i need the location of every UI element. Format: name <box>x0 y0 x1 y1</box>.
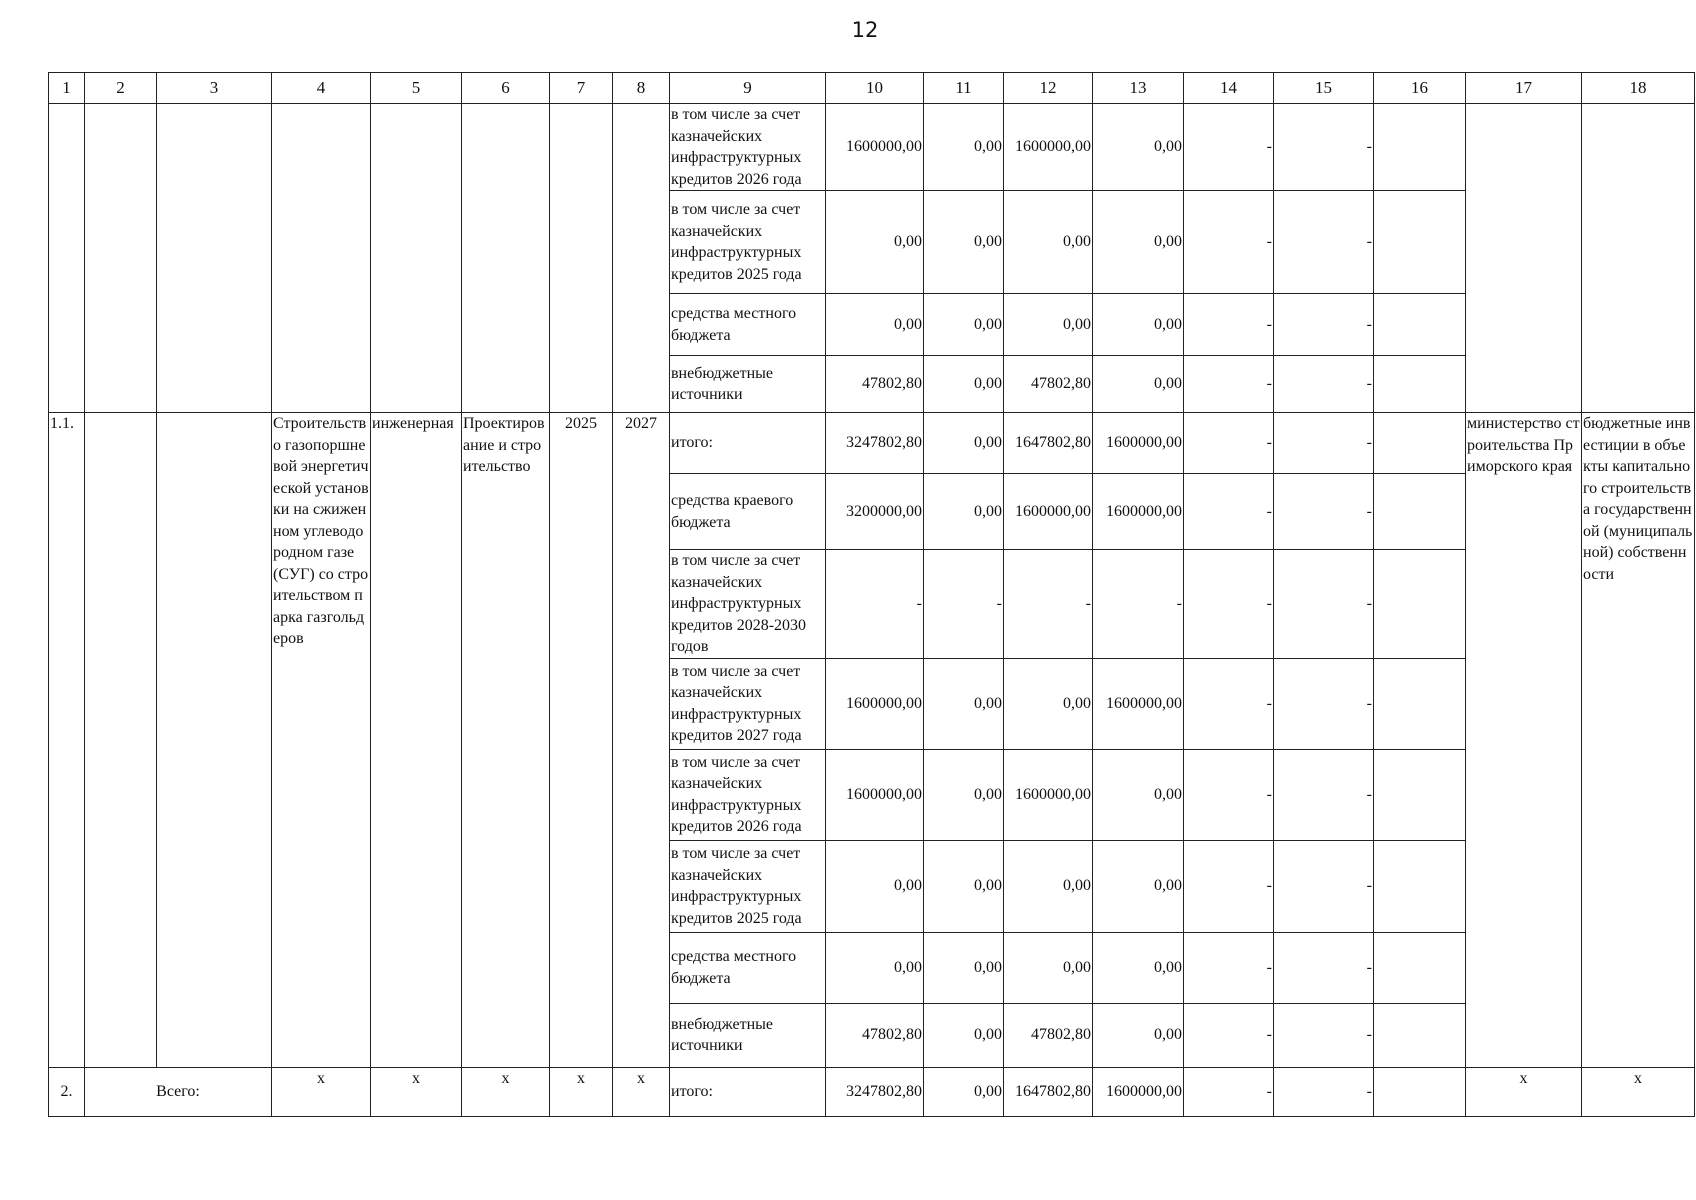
value-cell: - <box>1274 474 1374 550</box>
value-cell: - <box>1274 658 1374 749</box>
column-header: 13 <box>1093 73 1184 104</box>
value-cell: 1600000,00 <box>826 104 924 191</box>
value-cell: 0,00 <box>924 356 1004 413</box>
responsible-executor: министерство строительства Приморского края <box>1466 413 1582 1068</box>
column-header: 16 <box>1374 73 1466 104</box>
value-cell: 0,00 <box>826 840 924 932</box>
value-cell: 0,00 <box>1093 104 1184 191</box>
value-cell: - <box>1184 1003 1274 1067</box>
column-header: 2 <box>85 73 157 104</box>
table-row <box>49 104 1695 191</box>
value-cell: 1647802,80 <box>1004 1067 1093 1116</box>
cont-cell-6 <box>462 104 550 413</box>
source-label: в том числе за счет казначейских инфраструктурных кредитов 2025 года <box>670 840 826 932</box>
source-label: в том числе за счет казначейских инфраструктурных кредитов 2027 года <box>670 658 826 749</box>
value-cell <box>1374 932 1466 1003</box>
x-mark: х <box>272 1067 371 1116</box>
value-cell <box>1374 840 1466 932</box>
value-cell: 0,00 <box>1004 658 1093 749</box>
page-number: 12 <box>851 18 879 42</box>
value-cell: 1600000,00 <box>826 658 924 749</box>
value-cell: 0,00 <box>924 658 1004 749</box>
value-cell: - <box>1184 550 1274 659</box>
cont-cell-17 <box>1466 104 1582 413</box>
cont-cell-7 <box>550 104 613 413</box>
value-cell: 0,00 <box>924 474 1004 550</box>
value-cell: - <box>1274 932 1374 1003</box>
column-header: 3 <box>157 73 272 104</box>
value-cell: 1600000,00 <box>826 749 924 840</box>
value-cell: - <box>1184 840 1274 932</box>
value-cell: - <box>1274 294 1374 356</box>
column-header: 5 <box>371 73 462 104</box>
value-cell: 0,00 <box>1004 840 1093 932</box>
value-cell <box>1374 658 1466 749</box>
source-label: итого: <box>670 1067 826 1116</box>
value-cell <box>1374 749 1466 840</box>
source-label: средства местного бюджета <box>670 932 826 1003</box>
value-cell: 0,00 <box>1093 294 1184 356</box>
value-cell: 0,00 <box>1093 840 1184 932</box>
value-cell: 0,00 <box>924 191 1004 294</box>
column-header: 12 <box>1004 73 1093 104</box>
value-cell: - <box>1093 550 1184 659</box>
item-cell-3 <box>157 413 272 1068</box>
cont-cell-1 <box>49 104 85 413</box>
value-cell: 1600000,00 <box>1093 1067 1184 1116</box>
investment-form: бюджетные инвестиции в объекты капитального строительства государственной (муниципальной) собственности <box>1582 413 1695 1068</box>
value-cell <box>1374 1003 1466 1067</box>
value-cell: - <box>1184 749 1274 840</box>
value-cell: 0,00 <box>1093 1003 1184 1067</box>
source-label: внебюджетные источники <box>670 1003 826 1067</box>
cont-cell-8 <box>613 104 670 413</box>
cont-cell-5 <box>371 104 462 413</box>
total-label: Всего: <box>85 1067 272 1116</box>
value-cell: - <box>1004 550 1093 659</box>
total-row <box>49 1067 1695 1116</box>
column-header: 8 <box>613 73 670 104</box>
source-label: средства местного бюджета <box>670 294 826 356</box>
value-cell: 1600000,00 <box>1093 474 1184 550</box>
value-cell: - <box>1274 550 1374 659</box>
cont-cell-2 <box>85 104 157 413</box>
value-cell <box>1374 413 1466 474</box>
table-row <box>49 413 1695 474</box>
value-cell: - <box>1274 1003 1374 1067</box>
value-cell <box>1374 104 1466 191</box>
value-cell: - <box>1184 932 1274 1003</box>
value-cell: 0,00 <box>924 840 1004 932</box>
value-cell: - <box>1184 658 1274 749</box>
value-cell: 0,00 <box>826 932 924 1003</box>
value-cell: 0,00 <box>1093 191 1184 294</box>
value-cell: 0,00 <box>826 294 924 356</box>
column-header: 15 <box>1274 73 1374 104</box>
value-cell: 0,00 <box>1004 191 1093 294</box>
value-cell: - <box>1274 749 1374 840</box>
item-cell-2 <box>85 413 157 1068</box>
source-label: в том числе за счет казначейских инфраструктурных кредитов 2025 года <box>670 191 826 294</box>
value-cell: 1600000,00 <box>1004 749 1093 840</box>
value-cell: - <box>1274 356 1374 413</box>
value-cell: 47802,80 <box>826 356 924 413</box>
start-year: 2025 <box>550 413 613 1068</box>
value-cell <box>1374 191 1466 294</box>
value-cell: - <box>1184 191 1274 294</box>
column-header: 7 <box>550 73 613 104</box>
value-cell: 3247802,80 <box>826 413 924 474</box>
column-header: 14 <box>1184 73 1274 104</box>
column-header: 10 <box>826 73 924 104</box>
value-cell <box>1374 356 1466 413</box>
source-label: итого: <box>670 413 826 474</box>
value-cell: 1600000,00 <box>1093 413 1184 474</box>
value-cell: 0,00 <box>1004 932 1093 1003</box>
x-mark: х <box>371 1067 462 1116</box>
value-cell: 0,00 <box>826 191 924 294</box>
value-cell: - <box>1184 474 1274 550</box>
value-cell: - <box>1184 356 1274 413</box>
x-mark: х <box>613 1067 670 1116</box>
value-cell: 0,00 <box>924 413 1004 474</box>
value-cell: 0,00 <box>1004 294 1093 356</box>
value-cell: 1647802,80 <box>1004 413 1093 474</box>
column-header: 11 <box>924 73 1004 104</box>
column-header: 18 <box>1582 73 1695 104</box>
column-header: 1 <box>49 73 85 104</box>
value-cell: 3200000,00 <box>826 474 924 550</box>
value-cell: - <box>1274 413 1374 474</box>
value-cell <box>1374 294 1466 356</box>
value-cell: 3247802,80 <box>826 1067 924 1116</box>
value-cell: 1600000,00 <box>1093 658 1184 749</box>
column-header: 17 <box>1466 73 1582 104</box>
value-cell <box>1374 550 1466 659</box>
value-cell: 0,00 <box>1093 356 1184 413</box>
source-label: внебюджетные источники <box>670 356 826 413</box>
cont-cell-4 <box>272 104 371 413</box>
item-number: 1.1. <box>49 413 85 1068</box>
value-cell: 0,00 <box>924 1067 1004 1116</box>
value-cell: - <box>1184 1067 1274 1116</box>
value-cell: 0,00 <box>924 294 1004 356</box>
source-label: в том числе за счет казначейских инфраструктурных кредитов 2026 года <box>670 749 826 840</box>
value-cell: 0,00 <box>1093 932 1184 1003</box>
value-cell: - <box>826 550 924 659</box>
x-mark: х <box>550 1067 613 1116</box>
object-type: инженерная <box>371 413 462 1068</box>
value-cell: - <box>924 550 1004 659</box>
cont-cell-18 <box>1582 104 1695 413</box>
cont-cell-3 <box>157 104 272 413</box>
value-cell: 0,00 <box>924 104 1004 191</box>
investment-table <box>48 72 1695 1117</box>
total-number: 2. <box>49 1067 85 1116</box>
value-cell: - <box>1274 1067 1374 1116</box>
value-cell: 47802,80 <box>826 1003 924 1067</box>
value-cell: 1600000,00 <box>1004 474 1093 550</box>
value-cell: - <box>1184 104 1274 191</box>
column-header: 6 <box>462 73 550 104</box>
value-cell: - <box>1274 104 1374 191</box>
object-name: Строительство газопоршневой энергетической установки на сжиженном углеводородном газе (СУГ) со строительством парка газгольдеров <box>272 413 371 1068</box>
x-mark: х <box>1582 1067 1695 1116</box>
column-header: 4 <box>272 73 371 104</box>
end-year: 2027 <box>613 413 670 1068</box>
source-label: средства краевого бюджета <box>670 474 826 550</box>
value-cell: 0,00 <box>924 932 1004 1003</box>
value-cell: - <box>1274 191 1374 294</box>
value-cell: 0,00 <box>924 1003 1004 1067</box>
value-cell: - <box>1184 294 1274 356</box>
value-cell <box>1374 474 1466 550</box>
value-cell: - <box>1184 413 1274 474</box>
source-label: в том числе за счет казначейских инфраструктурных кредитов 2028-2030 годов <box>670 550 826 659</box>
header-row <box>49 73 1695 104</box>
column-header: 9 <box>670 73 826 104</box>
value-cell: - <box>1274 840 1374 932</box>
work-type: Проектирование и строительство <box>462 413 550 1068</box>
value-cell: 1600000,00 <box>1004 104 1093 191</box>
value-cell: 0,00 <box>1093 749 1184 840</box>
source-label: в том числе за счет казначейских инфраструктурных кредитов 2026 года <box>670 104 826 191</box>
x-mark: х <box>1466 1067 1582 1116</box>
value-cell: 47802,80 <box>1004 1003 1093 1067</box>
value-cell: 47802,80 <box>1004 356 1093 413</box>
value-cell: 0,00 <box>924 749 1004 840</box>
value-cell <box>1374 1067 1466 1116</box>
x-mark: х <box>462 1067 550 1116</box>
